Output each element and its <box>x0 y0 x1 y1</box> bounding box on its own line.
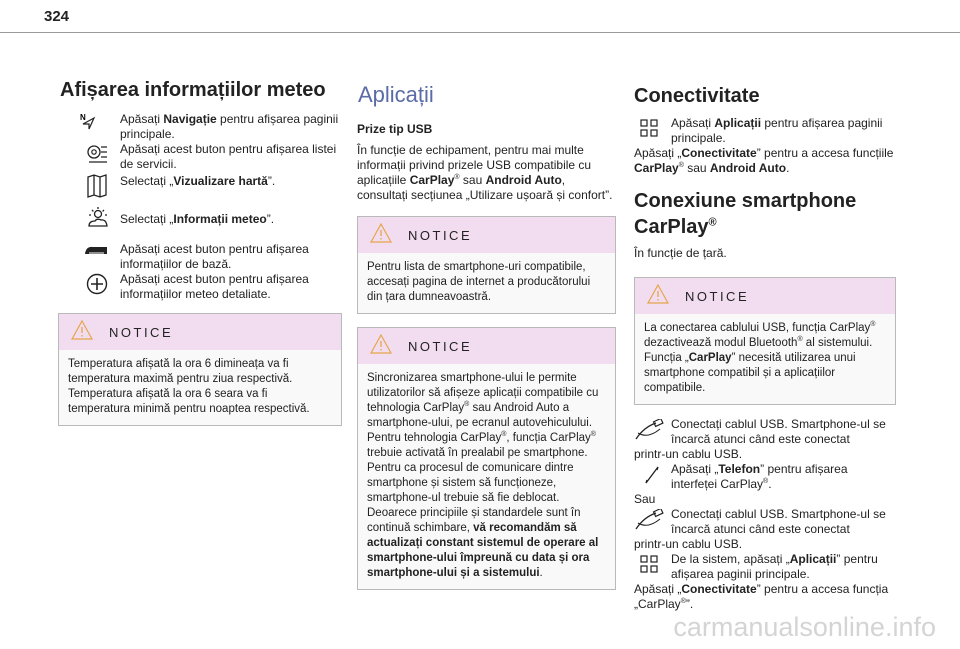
step-detailed-info: Apăsați acest buton pentru afișarea informațiilor meteo detaliate. <box>58 272 342 302</box>
notice-text: Temperatura afișată la ora 6 dimineața va fi temperatura maximă pentru ziua respectivă. Temperatura afișată la ora 6 seara va fi temperatura minimă pentru noaptea respectivă. <box>68 358 310 415</box>
step-connect-usb: Conectați cablul USB. Smartphone-ul se încarcă atunci când este conectat <box>634 417 896 447</box>
column-applications <box>357 78 616 590</box>
notice-label: NOTICE <box>408 227 473 243</box>
notice-label: NOTICE <box>109 324 174 340</box>
section-title-weather: Afișarea informațiilor meteo <box>60 79 326 101</box>
temperature-bar-icon <box>84 244 108 260</box>
step-basic-info: Apăsați acest buton pentru afișarea informațiilor de bază. <box>58 242 342 272</box>
weather-cloud-sun-icon <box>86 206 110 234</box>
step-connect-usb-cont: printr-un cablu USB. <box>634 447 743 461</box>
notice-text: La conectarea cablului USB, funcția CarPlay® dezactivează modul Bluetooth® al sistemului. Funcția „CarPlay” necesită utilizarea unui smartphone compatibil și a aplicațiilor compatibile. <box>644 321 876 394</box>
connectivity-paragraph: Apăsați „Conectivitate” pentru a accesa funcțiile CarPlay® sau Android Auto. <box>634 146 894 175</box>
page-number: 324 <box>44 8 70 25</box>
notice-header <box>59 314 341 350</box>
plus-circle-icon <box>86 273 108 299</box>
subtitle-usb: Prize tip USB <box>357 122 433 136</box>
notice-box-smartphones <box>357 216 616 314</box>
notice-box-carplay <box>634 277 896 405</box>
apps-grid-icon <box>640 119 658 141</box>
navigation-arrow-icon <box>80 112 96 134</box>
warning-triangle-icon <box>370 334 392 359</box>
warning-triangle-icon <box>647 284 669 309</box>
apps-grid-icon <box>640 555 658 577</box>
step-weather-info: Selectați „Informații meteo”. <box>58 206 342 242</box>
notice-label: NOTICE <box>408 338 473 354</box>
notice-text: Sincronizarea smartphone-ului le permite utilizatorilor să afișeze aplicații compatibile cu tehnologia CarPlay® sau Android Auto a smartphone-ului, pe ecranul autovehiculului. Pentru tehnologia CarPlay®, funcția CarPlay® trebuie activată în prealabil pe smartphone. Pentru ca procesul de comunicare dintre smartphone și sistem să funcționeze, smartphone-ul trebuie să fie deblocat. Deoarece principiile și standardele sunt în continuă schimbare, vă recomandăm să actualizați constant sistemul de operare al smartphone-ului împreună cu data și ora smartphone-ului și a sistemului. <box>367 372 599 579</box>
notice-label: NOTICE <box>685 288 750 304</box>
header-rule <box>0 32 960 33</box>
country-note: În funcție de țară. <box>634 246 727 260</box>
warning-triangle-icon <box>71 320 93 345</box>
step-phone: Apăsați „Telefon” pentru afișarea interfeței CarPlay®. <box>634 462 896 492</box>
map-icon <box>86 174 108 202</box>
section-title-carplay: Conexiune smartphone CarPlay® <box>634 190 857 238</box>
usb-paragraph: În funcție de echipament, pentru mai multe informații privind prizele USB compatibile cu aplicațiile CarPlay® sau Android Auto, consultați secțiunea „Utilizare ușoară și confort”. <box>357 143 613 202</box>
notice-box-sync <box>357 327 616 590</box>
phone-handset-icon <box>644 465 660 489</box>
notice-box-weather <box>58 313 342 426</box>
svg-text:N: N <box>80 113 86 122</box>
section-title-applications: Aplicații <box>358 82 434 107</box>
step-map-view: Selectați „Vizualizare hartă”. <box>58 174 342 206</box>
usb-cable-icon <box>634 509 664 535</box>
section-title-connectivity: Conectivitate <box>634 85 760 107</box>
notice-header <box>358 328 615 364</box>
usb-cable-icon <box>634 419 664 445</box>
or-text: Sau <box>634 492 656 506</box>
settings-list-icon <box>86 142 108 172</box>
step-navigation: N Apăsați Navigație pentru afișarea paginii principale. <box>80 112 339 141</box>
warning-triangle-icon <box>370 223 392 248</box>
step-applications: Apăsați Aplicații pentru afișarea paginii principale. <box>634 116 896 146</box>
step-connect-usb-2-cont: printr-un cablu USB. <box>634 537 743 551</box>
step-apps-system: De la sistem, apăsați „Aplicații” pentru afișarea paginii principale. <box>634 552 896 582</box>
column-weather <box>58 78 342 426</box>
column-connectivity <box>634 78 896 612</box>
final-instruction: Apăsați „Conectivitate” pentru a accesa funcția „CarPlay®”. <box>634 582 889 611</box>
notice-text: Pentru lista de smartphone-uri compatibile, accesați pagina de internet a producătorului din țara dumneavoastră. <box>367 261 591 303</box>
step-services-list: Apăsați acest buton pentru afișarea listei de servicii. <box>58 142 342 172</box>
step-connect-usb-2: Conectați cablul USB. Smartphone-ul se încarcă atunci când este conectat <box>634 507 896 537</box>
notice-header <box>635 278 895 314</box>
watermark: carmanualsonline.info <box>673 612 936 642</box>
notice-header <box>358 217 615 253</box>
